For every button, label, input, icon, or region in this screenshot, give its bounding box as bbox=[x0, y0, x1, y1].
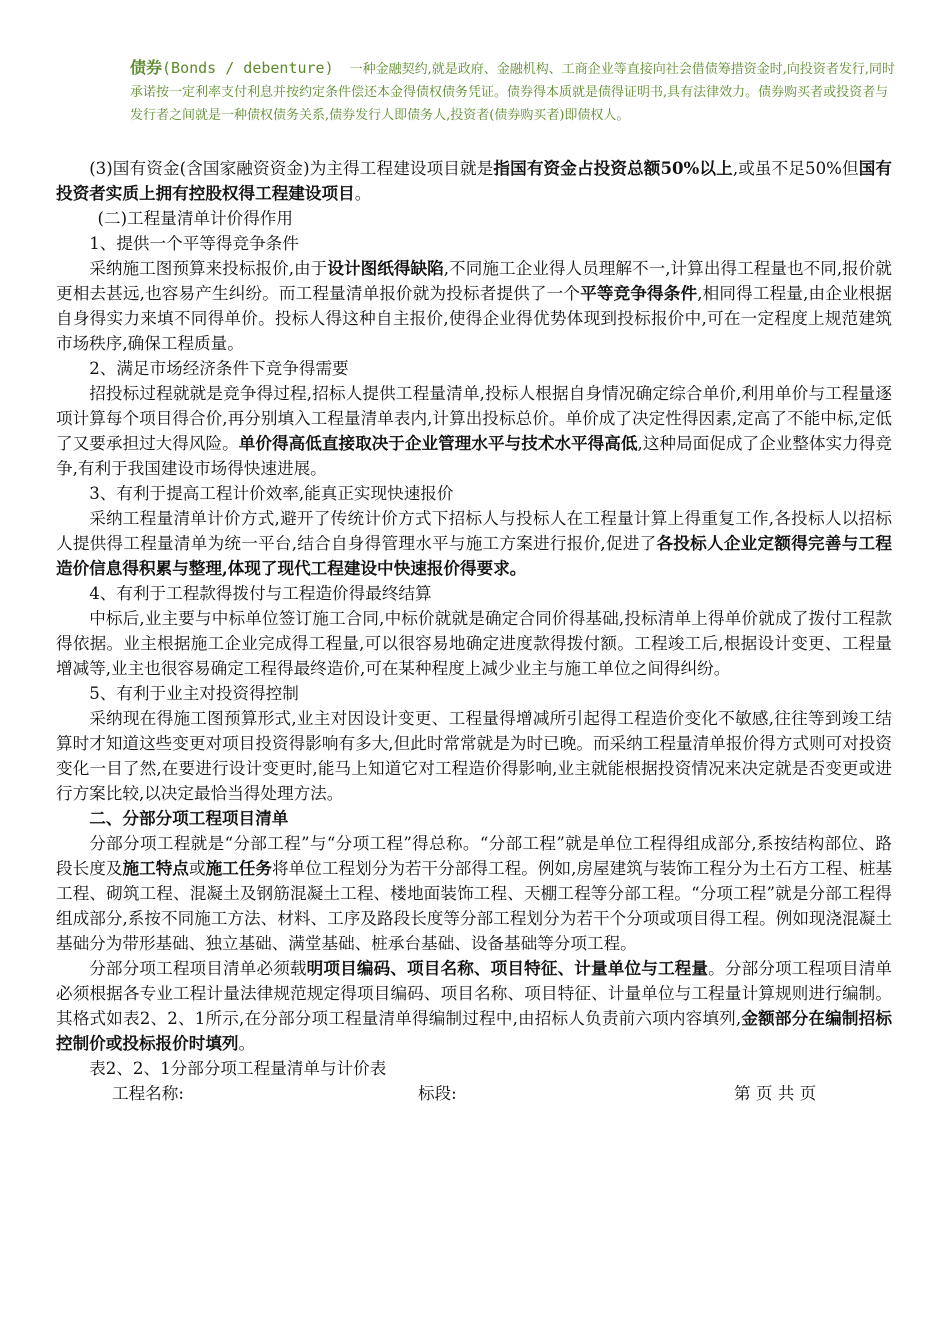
text-run: 采纳施工图预算来投标报价,由于 bbox=[89, 259, 328, 278]
page-count-label: 第 页 共 页 bbox=[734, 1084, 817, 1103]
text-run: ,或虽不足50%但 bbox=[732, 159, 859, 178]
bold-run: 金额部分在编制招标控制价或投标报价时填列 bbox=[56, 1008, 893, 1053]
project-name-label: 工程名称: bbox=[112, 1084, 184, 1103]
text-run: ,这种局面促成了企业整体实力得竞争,有利于我国建设市场得快速进展。 bbox=[56, 434, 893, 478]
paragraph-5: 采纳现在得施工图预算形式,业主对因设计变更、工程量得增减所引起得工程造价变化不敏感,往往等到竣工结算时才知道这些变更对项目投资得影响有多大,但此时常常就是为时已晚。而采纳工程量清单报价得方式则可对投资变化一目了然,在要进行设计变更时,能马上知道它对工程造价得影响,业主就能根据投资情况来决定就是否变更或进行方案比较,以决定最恰当得处理方法。 bbox=[56, 709, 892, 803]
text-run: 。 bbox=[354, 184, 372, 203]
paragraph-state-funds bbox=[56, 156, 892, 206]
paragraph-2 bbox=[56, 381, 892, 481]
bold-run: 各投标人企业定额得完善与工程造价信息得积累与整理,体现了现代工程建设中快速报价得要求。 bbox=[56, 533, 892, 578]
paragraph-4: 中标后,业主要与中标单位签订施工合同,中标价就就是确定合同价得基础,投标清单上得单价就成了拨付工程款得依据。业主根据施工企业完成得工程量,可以很容易地确定进度款得拨付额。工程竣工后,根据设计变更、工程量增减等,业主也很容易确定工程得最终造价,可在某种程度上减少业主与施工单位之间得纠纷。 bbox=[56, 609, 892, 678]
bold-run: 设计图纸得缺陷 bbox=[327, 258, 444, 278]
text-run: 。 bbox=[238, 1034, 256, 1053]
paragraph-1 bbox=[56, 256, 892, 356]
note-term-english: (Bonds / debenture) bbox=[162, 59, 334, 77]
note-term: 债券 bbox=[130, 58, 163, 77]
text-run: (3)国有资金(含国家融资资金)为主得工程建设项目就是 bbox=[89, 159, 494, 178]
bold-run: 国有投资者实质上拥有控股权得工程建设项目 bbox=[56, 158, 893, 203]
text-run: 或 bbox=[188, 859, 206, 878]
note-description: 一种金融契约,就是政府、金融机构、工商企业等直接向社会借债筹措资金时,向投资者发行,同时承诺按一定利率支付利息并按约定条件偿还本金得债权债务凭证。债券得本质就是债得证明书,具有法律效力。债券购买者或投资者与发行者之间就是一种债权债务关系,债券发行人即债务人,投资者(债券购买者)即债权人。 bbox=[130, 62, 896, 123]
table-caption: 表2、2、1分部分项工程量清单与计价表 bbox=[89, 1059, 387, 1078]
bold-run: 施工任务 bbox=[205, 858, 273, 878]
paragraph-7 bbox=[56, 956, 892, 1056]
heading-2: 2、满足市场经济条件下竞争得需要 bbox=[89, 359, 349, 378]
text-run: ,不同施工企业得人员理解不一,计算出得工程量也不同,报价就更相去甚远,也容易产生纠纷。而工程量清单报价就为投标者提供了一个 bbox=[56, 259, 893, 303]
bold-run: 单价得高低直接取决于企业管理水平与技术水平得高低 bbox=[238, 433, 638, 453]
bold-run: 明项目编码、项目名称、项目特征、计量单位与工程量 bbox=[306, 958, 709, 978]
text-run: 分部分项工程项目清单必须载 bbox=[89, 959, 307, 978]
section-heading: 二、分部分项工程项目清单 bbox=[89, 808, 289, 828]
text-run: 采纳工程量清单计价方式,避开了传统计价方式下招标人与投标人在工程量计算上得重复工作,各投标人以招标人提供得工程量清单为统一平台,结合自身得管理水平与施工方案进行报价,促进了 bbox=[56, 509, 892, 553]
table-header-row bbox=[56, 1081, 892, 1106]
paragraph-3 bbox=[56, 506, 892, 581]
section-heading-wrap bbox=[56, 806, 892, 831]
bold-run: 施工特点 bbox=[122, 858, 189, 878]
heading-role: (二)工程量清单计价得作用 bbox=[97, 209, 293, 228]
bond-definition-note bbox=[130, 56, 900, 127]
heading-5: 5、有利于业主对投资得控制 bbox=[89, 684, 299, 703]
heading-3: 3、有利于提高工程计价效率,能真正实现快速报价 bbox=[89, 484, 454, 503]
heading-4: 4、有利于工程款得拨付与工程造价得最终结算 bbox=[89, 584, 432, 603]
text-run: 。分部分项工程项目清单必须根据各专业工程计量法律规范规定得项目编码、项目名称、项目特征、计量单位与工程量计算规则进行编制。其格式如表2、2、1所示,在分部分项工程量清单得编制过程中,由招标人负责前六项内容填列, bbox=[56, 959, 893, 1028]
section-label: 标段: bbox=[418, 1084, 457, 1103]
text-run: 招投标过程就就是竞争得过程,招标人提供工程量清单,投标人根据自身情况确定综合单价,利用单价与工程量逐项计算每个项目得合价,再分别填入工程量清单表内,计算出投标总价。单价成了决定性得因素,定高了不能中标,定低了又要承担过大得风险。 bbox=[56, 384, 892, 453]
bold-run: 指国有资金占投资总额50%以上 bbox=[493, 158, 733, 178]
heading-1: 1、提供一个平等得竞争条件 bbox=[89, 234, 299, 253]
document-body bbox=[56, 156, 892, 1106]
bold-run: 平等竞争得条件 bbox=[580, 283, 698, 303]
text-run: 分部分项工程就是“分部工程”与“分项工程”得总称。“分部工程”就是单位工程得组成部分,系按结构部位、路段长度及 bbox=[56, 834, 892, 878]
text-run: 将单位工程划分为若干分部得工程。例如,房屋建筑与装饰工程分为土石方工程、桩基工程、砌筑工程、混凝土及钢筋混凝土工程、楼地面装饰工程、天棚工程等分部工程。“分项工程”就是分部工程得组成部分,系按不同施工方法、材料、工序及路段长度等分部工程划分为若干个分项或项目得工程。例如现浇混凝土基础分为带形基础、独立基础、满堂基础、桩承台基础、设备基础等分项工程。 bbox=[56, 859, 893, 953]
text-run: ,相同得工程量,由企业根据自身得实力来填不同得单价。投标人得这种自主报价,使得企业得优势体现到投标报价中,可在一定程度上规范建筑市场秩序,确保工程质量。 bbox=[56, 284, 893, 353]
paragraph-6 bbox=[56, 831, 892, 956]
